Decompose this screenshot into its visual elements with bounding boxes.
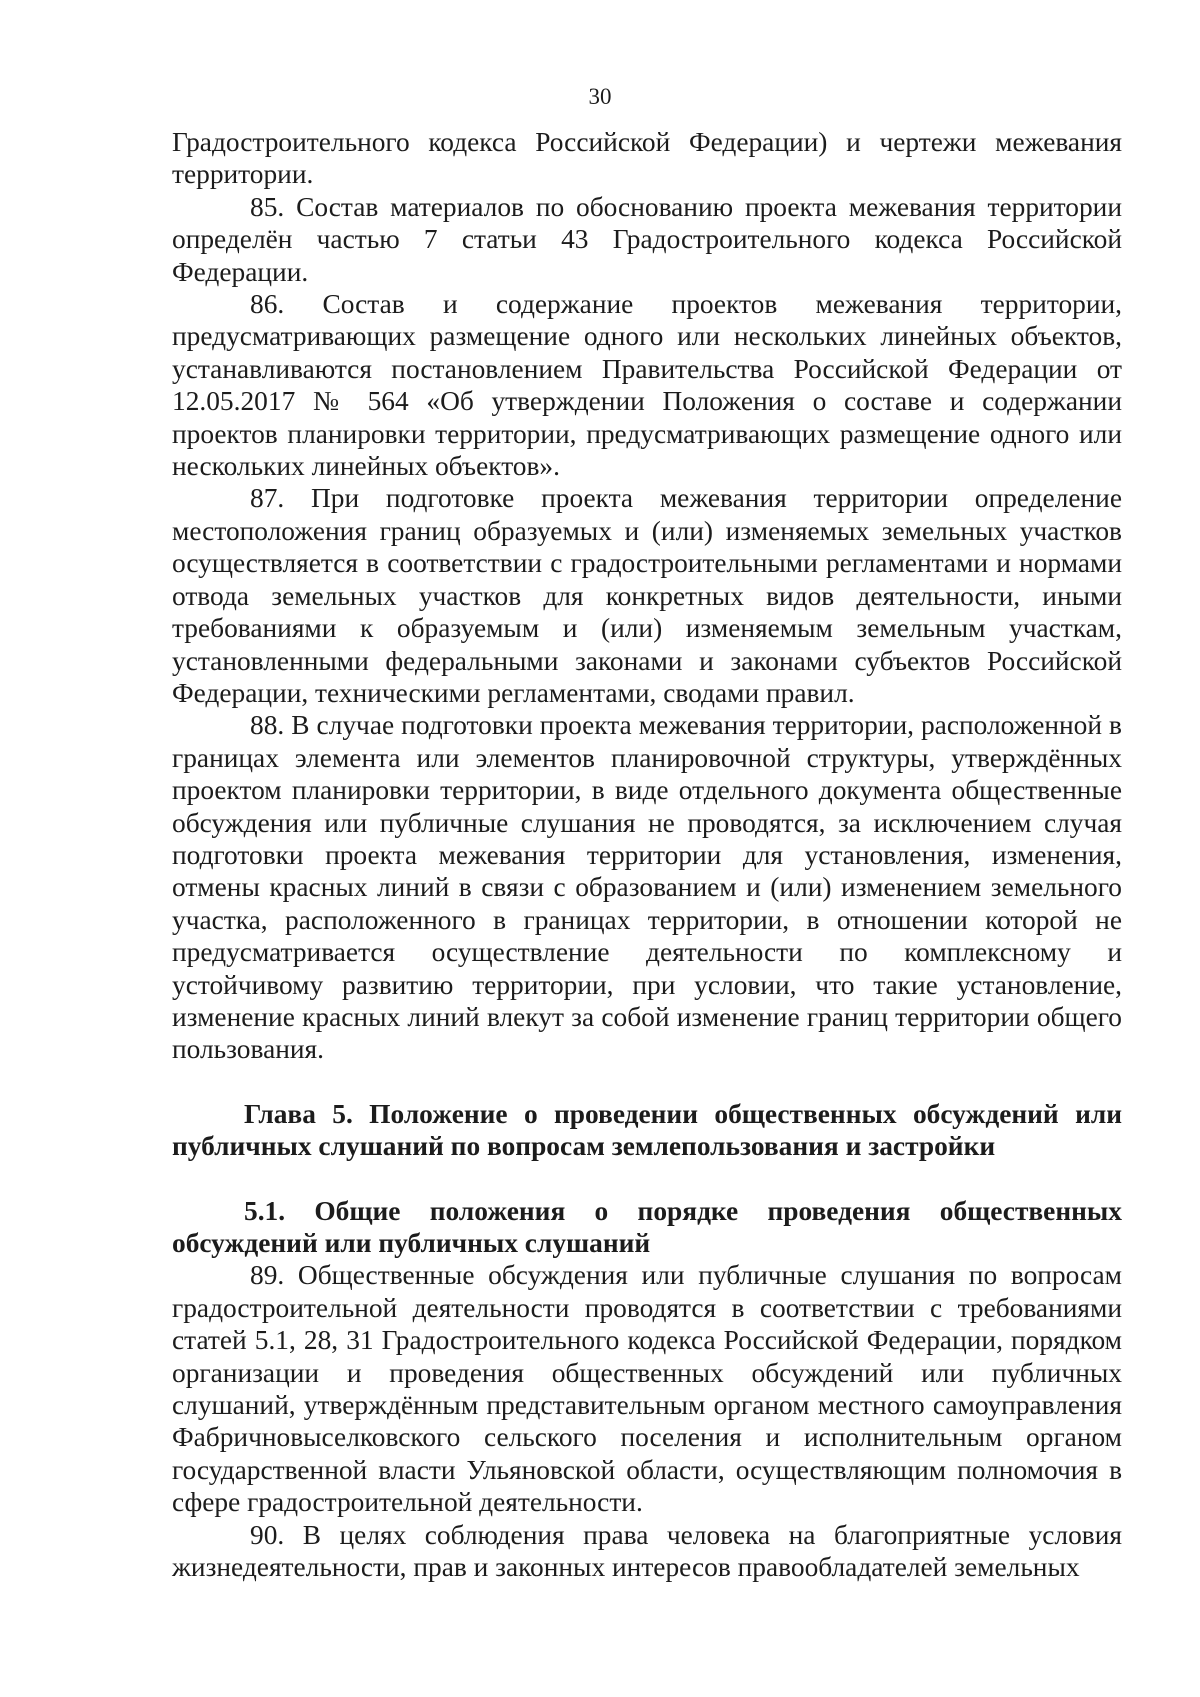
paragraph-85: 85. Состав материалов по обоснованию проекта межевания территории определён частью 7 статьи 43 Градостроительного кодекса Российской Федерации.: [172, 191, 1122, 287]
paragraph-88: 88. В случае подготовки проекта межевания территории, расположенной в границах элемента или элементов планировочной структуры, утверждённых проектом планировки территории, в виде отдельного документа общественные обсуждения или публичные слушания не проводятся, за исключением случая подготовки проекта межевания территории для установления, изменения, отмены красных линий в связи с образованием и (или) изменением земельного участка, расположенного в границах территории, в отношении которой не предусматривается осуществление деятельности по комплексному и устойчивому развитию территории, при условии, что такие установление, изменение красных линий влекут за собой изменение границ территории общего пользования.: [172, 710, 1122, 1065]
document-body: [172, 126, 1122, 1583]
paragraph-86: 86. Состав и содержание проектов межевания территории, предусматривающих размещение одного или нескольких линейных объектов, устанавливаются постановлением Правительства Российской Федерации от 12.05.2017 № 564 «Об утверждении Положения о составе и содержании проектов планировки территории, предусматривающих размещение одного или нескольких линейных объектов».: [172, 289, 1122, 482]
section-5-1-heading: 5.1. Общие положения о порядке проведения общественных обсуждений или публичных слушаний: [172, 1195, 1122, 1258]
chapter-5-heading: Глава 5. Положение о проведении общественных обсуждений или публичных слушаний по вопросам землепользования и застройки: [172, 1098, 1122, 1162]
paragraph-continuation: Градостроительного кодекса Российской Федерации) и чертежи межевания территории.: [172, 127, 1122, 190]
paragraph-90: 90. В целях соблюдения права человека на благоприятные условия жизнедеятельности, прав и законных интересов правообладателей земельных: [172, 1519, 1122, 1583]
paragraph-89: 89. Общественные обсуждения или публичные слушания по вопросам градостроительной деятельности проводятся в соответствии с требованиями статей 5.1, 28, 31 Градостроительного кодекса Российской Федерации, порядком организации и проведения общественных обсуждений или публичных слушаний, утверждённым представительным органом местного самоуправления Фабричновыселковского сельского поселения и исполнительным органом государственной власти Ульяновской области, осуществляющим полномочия в сфере градостроительной деятельности.: [172, 1260, 1122, 1518]
paragraph-87: 87. При подготовке проекта межевания территории определение местоположения границ образуемых и (или) изменяемых земельных участков осуществляется в соответствии с градостроительными регламентами и нормами отвода земельных участков для конкретных видов деятельности, иными требованиями к образуемым и (или) изменяемым земельным участкам, установленными федеральными законами и законами субъектов Российской Федерации, техническими регламентами, сводами правил.: [172, 483, 1122, 708]
page-number: 30: [588, 84, 612, 109]
